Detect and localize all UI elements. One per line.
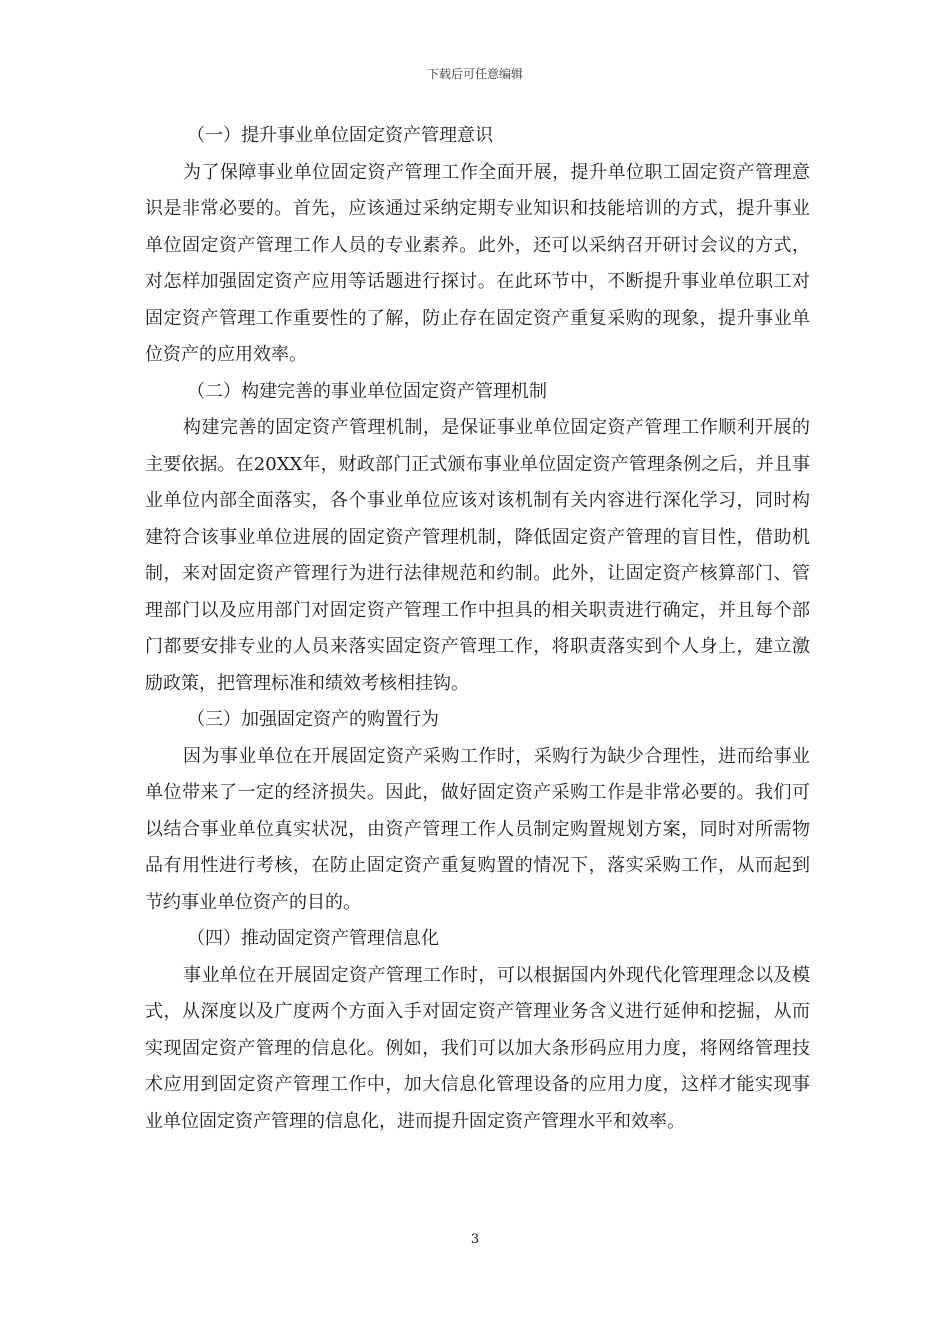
section-paragraph-2: 构建完善的固定资产管理机制，是保证事业单位固定资产管理工作顺利开展的主要依据。在20XX年，财政部门正式颁布事业单位固定资产管理条例之后，并且事业单位内部全面落实，各个事业单位应该对该机制有关内容进行深化学习，同时构建符合该事业单位进展的固定资产管理机制，降低固定资产管理的盲目性，借助机制，来对固定资产管理行为进行法律规范和约制。此外，让固定资产核算部门、管理部门以及应用部门对固定资产管理工作中担具的相关职责进行确定，并且每个部门都要安排专业的人员来落实固定资产管理工作，将职责落实到个人身上，建立激励政策，把管理标准和绩效考核相挂钩。 — [145, 417, 810, 694]
section-paragraph-1: 为了保障事业单位固定资产管理工作全面开展，提升单位职工固定资产管理意识是非常必要的。首先，应该通过采纳定期专业知识和技能培训的方式，提升事业单位固定资产管理工作人员的专业素养。此外，还可以采纳召开研讨会议的方式，对怎样加强固定资产应用等话题进行探讨。在此环节中，不断提升事业单位职工对固定资产管理工作重要性的了解，防止存在固定资产重复采购的现象，提升事业单位资产的应用效率。 — [145, 161, 810, 365]
section-heading-4: （四）推动固定资产管理信息化 — [187, 928, 439, 949]
section-heading-3: （三）加强固定资产的购置行为 — [187, 709, 439, 730]
page-header-note: 下载后可任意编辑 — [426, 67, 523, 81]
section-heading-1: （一）提升事业单位固定资产管理意识 — [187, 125, 493, 146]
page-number: 3 — [470, 1232, 480, 1247]
section-paragraph-4: 事业单位在开展固定资产管理工作时，可以根据国内外现代化管理理念以及模式，从深度以及广度两个方面入手对固定资产管理业务含义进行延伸和挖掘，从而实现固定资产管理的信息化。例如，我们可以加大条形码应用力度，将网络管理技术应用到固定资产管理工作中，加大信息化管理设备的应用力度，这样才能实现事业单位固定资产管理的信息化，进而提升固定资产管理水平和效率。 — [145, 964, 810, 1132]
section-heading-2: （二）构建完善的事业单位固定资产管理机制 — [187, 380, 547, 402]
document-body — [145, 118, 810, 1140]
section-paragraph-3: 因为事业单位在开展固定资产采购工作时，采购行为缺少合理性，进而给事业单位带来了一定的经济损失。因此，做好固定资产采购工作是非常必要的。我们可以结合事业单位真实状况，由资产管理工作人员制定购置规划方案，同时对所需物品有用性进行考核，在防止固定资产重复购置的情况下，落实采购工作，从而起到节约事业单位资产的目的。 — [145, 745, 810, 913]
